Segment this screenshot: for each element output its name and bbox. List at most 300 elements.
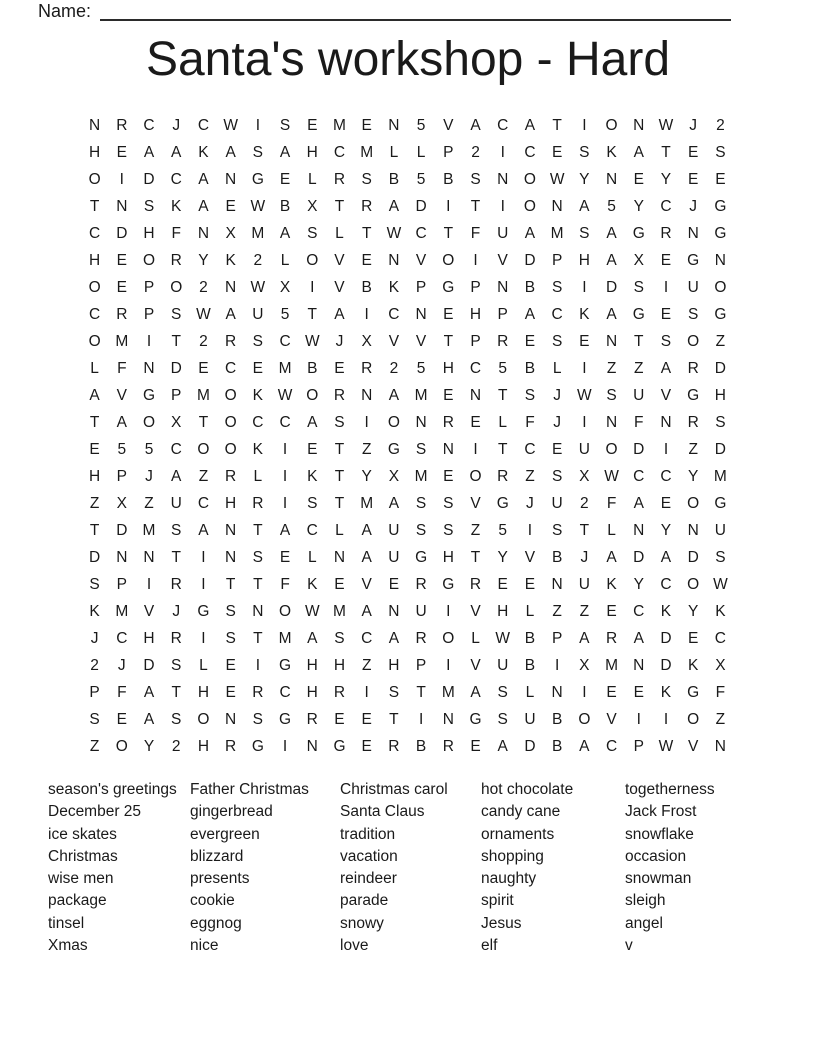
grid-letter: X xyxy=(579,467,590,485)
word-list-item: vacation xyxy=(340,847,398,865)
grid-letter: P xyxy=(633,737,644,755)
grid-letter: V xyxy=(443,116,454,134)
grid-letter: C xyxy=(633,467,645,485)
grid-letter: C xyxy=(361,629,373,647)
grid-letter: Z xyxy=(715,710,726,728)
grid-letter: X xyxy=(633,251,644,269)
grid-letter: O xyxy=(442,251,455,269)
grid-letter: C xyxy=(714,629,726,647)
grid-letter: I xyxy=(119,170,124,188)
grid-letter: X xyxy=(361,332,372,350)
grid-letter: Z xyxy=(634,359,644,377)
grid-letter: I xyxy=(364,683,369,701)
grid-letter: O xyxy=(279,602,292,620)
grid-letter: C xyxy=(225,359,237,377)
grid-letter: A xyxy=(198,521,209,539)
word-list-item: elf xyxy=(481,937,498,955)
grid-letter: U xyxy=(497,656,509,674)
grid-letter: A xyxy=(633,494,644,512)
grid-letter: N xyxy=(306,737,318,755)
grid-letter: D xyxy=(143,170,155,188)
grid-letter: G xyxy=(387,440,400,458)
grid-letter: H xyxy=(143,629,155,647)
grid-letter: G xyxy=(142,386,156,404)
name-label: Name: xyxy=(38,1,92,21)
grid-letter: S xyxy=(524,386,536,404)
grid-letter: A xyxy=(470,683,481,701)
grid-letter: X xyxy=(225,224,236,242)
grid-letter: H xyxy=(89,143,101,161)
grid-letter: W xyxy=(658,737,674,755)
grid-letter: R xyxy=(306,710,318,728)
grid-letter: M xyxy=(360,494,374,512)
grid-letter: E xyxy=(225,197,236,215)
name-blank-line xyxy=(100,3,731,21)
grid-letter: R xyxy=(660,224,672,242)
grid-letter: O xyxy=(224,440,237,458)
grid-letter: E xyxy=(252,359,264,377)
word-list-item: Santa Claus xyxy=(340,803,425,821)
grid-letter: C xyxy=(469,359,482,377)
word-list-column xyxy=(48,779,177,957)
grid-letter: E xyxy=(361,251,372,269)
grid-letter: E xyxy=(524,575,536,593)
grid-letter: A xyxy=(606,251,617,269)
grid-letter: E xyxy=(116,143,127,161)
grid-letter: N xyxy=(143,548,155,566)
grid-letter: A xyxy=(606,305,617,323)
grid-letter: M xyxy=(441,683,455,701)
word-list-item: snowman xyxy=(625,870,692,888)
grid-letter: E xyxy=(388,575,400,593)
grid-letter: V xyxy=(497,251,508,269)
grid-letter: V xyxy=(470,656,481,674)
grid-letter: J xyxy=(553,386,562,404)
grid-letter: B xyxy=(279,197,291,215)
grid-letter: D xyxy=(633,440,645,458)
grid-letter: C xyxy=(197,116,210,134)
grid-letter: C xyxy=(415,224,427,242)
grid-letter: H xyxy=(197,737,210,755)
grid-letter: E xyxy=(606,602,617,620)
grid-letter: S xyxy=(171,710,182,728)
grid-letter: P xyxy=(116,467,127,485)
grid-letter: Y xyxy=(143,737,155,755)
grid-letter: I xyxy=(663,710,669,728)
grid-letter: K xyxy=(660,683,672,701)
grid-letter: J xyxy=(145,467,153,485)
grid-letter: N xyxy=(225,548,237,566)
grid-letter: E xyxy=(551,143,563,161)
grid-letter: C xyxy=(660,197,672,215)
grid-letter: T xyxy=(253,575,263,593)
grid-letter: I xyxy=(282,467,288,485)
grid-letter: A xyxy=(361,602,372,620)
grid-letter: 2 xyxy=(471,143,480,161)
grid-letter: A xyxy=(388,629,400,647)
grid-letter: L xyxy=(335,224,344,242)
grid-letter: O xyxy=(578,710,591,728)
grid-letter: K xyxy=(89,602,100,620)
grid-letter: I xyxy=(146,332,152,350)
grid-letter: B xyxy=(524,359,536,377)
grid-letter: L xyxy=(471,629,480,647)
grid-letter: O xyxy=(306,251,319,269)
grid-letter: R xyxy=(252,683,264,701)
grid-letter: N xyxy=(442,710,454,728)
grid-letter: Z xyxy=(715,332,726,350)
grid-letter: X xyxy=(307,197,318,215)
grid-letter: G xyxy=(251,737,264,755)
grid-letter: G xyxy=(333,737,346,755)
grid-letter: L xyxy=(416,143,426,161)
grid-letter: R xyxy=(687,359,699,377)
grid-letter: M xyxy=(360,143,374,161)
grid-letter: I xyxy=(582,116,587,134)
grid-letter: C xyxy=(279,332,291,350)
grid-letter: C xyxy=(660,467,672,485)
grid-letter: S xyxy=(443,494,454,512)
grid-letter: M xyxy=(605,656,619,674)
grid-letter: U xyxy=(415,602,427,620)
grid-letter: T xyxy=(579,521,590,539)
grid-letter: F xyxy=(634,413,644,431)
grid-letter: S xyxy=(551,332,563,350)
grid-letter: J xyxy=(689,197,698,215)
grid-letter: A xyxy=(388,197,400,215)
grid-letter: D xyxy=(116,224,128,242)
word-list-item: candy cane xyxy=(481,803,561,821)
grid-letter: H xyxy=(497,602,509,620)
grid-letter: B xyxy=(551,710,563,728)
grid-letter: O xyxy=(687,332,700,350)
grid-letter: W xyxy=(304,602,320,620)
grid-letter: N xyxy=(388,602,400,620)
grid-letter: V xyxy=(470,602,481,620)
grid-letter: Y xyxy=(633,575,644,593)
grid-letter: E xyxy=(443,305,454,323)
grid-letter: S xyxy=(252,332,264,350)
word-list-item: occasion xyxy=(625,847,687,865)
grid-letter: A xyxy=(279,224,291,242)
grid-letter: E xyxy=(225,683,236,701)
grid-letter: P xyxy=(551,629,563,647)
grid-letter: E xyxy=(279,170,291,188)
grid-letter: I xyxy=(582,683,587,701)
grid-letter: I xyxy=(473,251,478,269)
grid-letter: O xyxy=(142,251,156,269)
grid-letter: S xyxy=(252,710,264,728)
grid-letter: L xyxy=(498,413,508,431)
grid-letter: W xyxy=(713,575,728,593)
word-list-item: shopping xyxy=(481,847,544,865)
grid-letter: 2 xyxy=(253,251,263,269)
word-list-item: angel xyxy=(625,914,663,932)
grid-letter: P xyxy=(551,251,563,269)
grid-letter: L xyxy=(90,359,99,377)
grid-letter: I xyxy=(473,440,478,458)
grid-letter: T xyxy=(334,440,345,458)
word-list-item: presents xyxy=(190,870,250,888)
grid-letter: A xyxy=(633,629,644,647)
grid-letter: K xyxy=(606,143,617,161)
grid-letter: N xyxy=(497,170,509,188)
grid-letter: N xyxy=(551,683,563,701)
grid-letter: T xyxy=(552,116,562,134)
word-list-item: naughty xyxy=(481,870,537,888)
grid-letter: H xyxy=(442,359,454,377)
grid-letter: N xyxy=(388,251,400,269)
grid-letter: Z xyxy=(470,521,481,539)
grid-letter: C xyxy=(143,116,155,134)
grid-letter: N xyxy=(225,170,237,188)
grid-letter: B xyxy=(551,548,563,566)
grid-letter: S xyxy=(415,521,427,539)
grid-letter: S xyxy=(143,197,155,215)
grid-letter: A xyxy=(470,116,481,134)
grid-letter: R xyxy=(687,413,699,431)
grid-letter: H xyxy=(225,494,237,512)
grid-letter: V xyxy=(143,602,155,620)
grid-letter: U xyxy=(388,521,400,539)
grid-letter: L xyxy=(307,548,317,566)
grid-letter: G xyxy=(496,494,509,512)
grid-letter: E xyxy=(116,710,127,728)
grid-letter: I xyxy=(527,521,533,539)
grid-letter: S xyxy=(89,575,100,593)
grid-letter: A xyxy=(524,305,536,323)
grid-letter: M xyxy=(196,386,210,404)
grid-letter: Y xyxy=(579,170,590,188)
grid-letter: E xyxy=(660,494,672,512)
grid-letter: R xyxy=(333,386,346,404)
grid-letter: Y xyxy=(660,170,672,188)
grid-letter: B xyxy=(524,278,536,296)
grid-letter: C xyxy=(388,305,400,323)
grid-letter: U xyxy=(524,710,536,728)
grid-letter: G xyxy=(632,224,645,242)
word-list-item: evergreen xyxy=(190,825,260,843)
grid-letter: C xyxy=(306,521,318,539)
grid-letter: A xyxy=(116,413,127,431)
grid-letter: C xyxy=(89,305,101,323)
word-list xyxy=(0,779,816,964)
word-list-item: gingerbread xyxy=(190,803,273,821)
page-title: Santa's workshop - Hard xyxy=(145,33,671,86)
grid-letter: A xyxy=(307,413,318,431)
grid-letter: I xyxy=(255,656,260,674)
grid-letter: N xyxy=(333,548,346,566)
grid-letter: A xyxy=(606,548,617,566)
grid-letter: C xyxy=(116,629,128,647)
grid-letter: 2 xyxy=(199,278,208,296)
grid-letter: U xyxy=(388,548,400,566)
grid-letter: 5 xyxy=(416,170,426,188)
grid-letter: T xyxy=(443,332,454,350)
grid-letter: R xyxy=(497,467,509,485)
grid-letter: E xyxy=(89,440,100,458)
grid-letter: E xyxy=(660,251,672,269)
grid-letter: 5 xyxy=(144,440,154,458)
grid-letter: L xyxy=(199,656,208,674)
grid-letter: R xyxy=(170,575,182,593)
grid-letter: I xyxy=(201,629,206,647)
grid-letter: D xyxy=(415,197,427,215)
grid-letter: E xyxy=(334,575,345,593)
grid-letter: J xyxy=(335,332,344,350)
grid-letter: N xyxy=(415,413,427,431)
word-list-column xyxy=(481,779,573,957)
grid-letter: W xyxy=(250,278,266,296)
grid-letter: C xyxy=(497,116,509,134)
grid-letter: N xyxy=(551,575,563,593)
grid-letter: N xyxy=(633,521,645,539)
grid-letter: T xyxy=(470,548,481,566)
grid-letter: R xyxy=(225,467,237,485)
grid-letter: T xyxy=(198,413,209,431)
grid-letter: H xyxy=(442,548,454,566)
grid-letter: T xyxy=(443,224,454,242)
grid-letter: T xyxy=(497,386,508,404)
grid-letter: T xyxy=(171,548,181,566)
grid-letter: N xyxy=(605,332,618,350)
grid-letter: R xyxy=(170,629,182,647)
grid-letter: O xyxy=(88,278,101,296)
word-list-item: tinsel xyxy=(48,914,85,932)
grid-letter: L xyxy=(389,143,399,161)
grid-letter: P xyxy=(470,278,481,296)
grid-letter: H xyxy=(89,251,101,269)
grid-letter: S xyxy=(715,143,726,161)
grid-letter: V xyxy=(334,278,345,296)
grid-letter: 2 xyxy=(171,737,181,755)
grid-letter: O xyxy=(88,332,101,350)
grid-letter: A xyxy=(198,170,209,188)
grid-letter: 2 xyxy=(199,332,208,350)
grid-letter: T xyxy=(634,332,644,350)
grid-letter: C xyxy=(197,494,210,512)
grid-letter: E xyxy=(715,170,726,188)
grid-letter: F xyxy=(715,683,726,701)
grid-letter: D xyxy=(633,548,645,566)
grid-letter: R xyxy=(361,359,373,377)
grid-letter: M xyxy=(333,116,346,134)
grid-letter: V xyxy=(388,332,400,350)
grid-letter: T xyxy=(225,575,236,593)
grid-letter: Z xyxy=(361,656,372,674)
grid-letter: O xyxy=(224,386,237,404)
grid-letter: C xyxy=(660,575,672,593)
grid-letter: R xyxy=(415,629,427,647)
grid-letter: L xyxy=(307,170,317,188)
grid-letter: A xyxy=(579,629,590,647)
grid-letter: X xyxy=(116,494,127,512)
grid-letter: W xyxy=(658,116,674,134)
grid-letter: N xyxy=(687,521,699,539)
grid-letter: C xyxy=(252,413,264,431)
grid-letter: K xyxy=(660,602,672,620)
grid-letter: K xyxy=(171,197,182,215)
grid-letter: I xyxy=(364,305,369,323)
grid-letter: A xyxy=(225,143,236,161)
grid-letter: N xyxy=(633,656,645,674)
grid-letter: A xyxy=(279,143,291,161)
grid-letter: T xyxy=(389,710,399,728)
grid-letter: P xyxy=(415,656,427,674)
grid-letter: S xyxy=(497,710,508,728)
grid-letter: B xyxy=(307,359,318,377)
grid-letter: E xyxy=(633,170,644,188)
word-list-item: sleigh xyxy=(625,892,666,910)
grid-letter: N xyxy=(469,386,482,404)
grid-letter: Z xyxy=(89,494,100,512)
grid-letter: I xyxy=(201,548,206,566)
grid-letter: A xyxy=(334,305,345,323)
grid-letter: I xyxy=(446,656,451,674)
grid-letter: V xyxy=(688,737,699,755)
grid-letter: N xyxy=(633,116,645,134)
grid-letter: O xyxy=(442,629,455,647)
grid-letter: M xyxy=(115,602,129,620)
grid-letter: U xyxy=(687,278,699,296)
grid-letter: I xyxy=(201,575,206,593)
grid-letter: L xyxy=(253,467,263,485)
grid-letter: R xyxy=(170,251,182,269)
grid-letter: S xyxy=(225,602,236,620)
grid-letter: R xyxy=(442,413,454,431)
grid-letter: L xyxy=(525,683,535,701)
grid-letter: K xyxy=(252,386,264,404)
word-list-item: ornaments xyxy=(481,825,555,843)
grid-letter: L xyxy=(335,521,344,539)
grid-letter: E xyxy=(688,170,699,188)
grid-letter: U xyxy=(714,521,726,539)
grid-letter: W xyxy=(196,305,211,323)
grid-letter: I xyxy=(582,359,587,377)
grid-letter: E xyxy=(524,332,536,350)
grid-letter: A xyxy=(89,386,100,404)
grid-letter: N xyxy=(252,602,264,620)
grid-letter: J xyxy=(117,656,126,674)
grid-letter: O xyxy=(115,737,128,755)
grid-letter: G xyxy=(279,710,292,728)
grid-letter: A xyxy=(388,494,400,512)
grid-letter: I xyxy=(146,575,152,593)
grid-letter: J xyxy=(90,629,99,647)
grid-letter: R xyxy=(361,197,373,215)
grid-letter: V xyxy=(334,251,345,269)
grid-letter: S xyxy=(388,683,400,701)
grid-letter: V xyxy=(660,386,672,404)
grid-letter: S xyxy=(307,494,318,512)
grid-letter: F xyxy=(525,413,535,431)
grid-letter: N xyxy=(225,521,237,539)
grid-letter: E xyxy=(443,467,454,485)
grid-letter: C xyxy=(551,305,563,323)
grid-letter: A xyxy=(361,521,372,539)
grid-letter: F xyxy=(280,575,290,593)
grid-letter: D xyxy=(687,548,699,566)
grid-letter: Y xyxy=(198,251,209,269)
grid-letter: O xyxy=(306,386,319,404)
grid-letter: T xyxy=(307,305,317,323)
grid-letter: B xyxy=(415,737,427,755)
word-list-item: hot chocolate xyxy=(481,781,574,798)
grid-letter: T xyxy=(253,629,263,647)
grid-letter: E xyxy=(279,548,291,566)
word-list-item: blizzard xyxy=(190,847,244,865)
grid-letter: L xyxy=(607,521,616,539)
